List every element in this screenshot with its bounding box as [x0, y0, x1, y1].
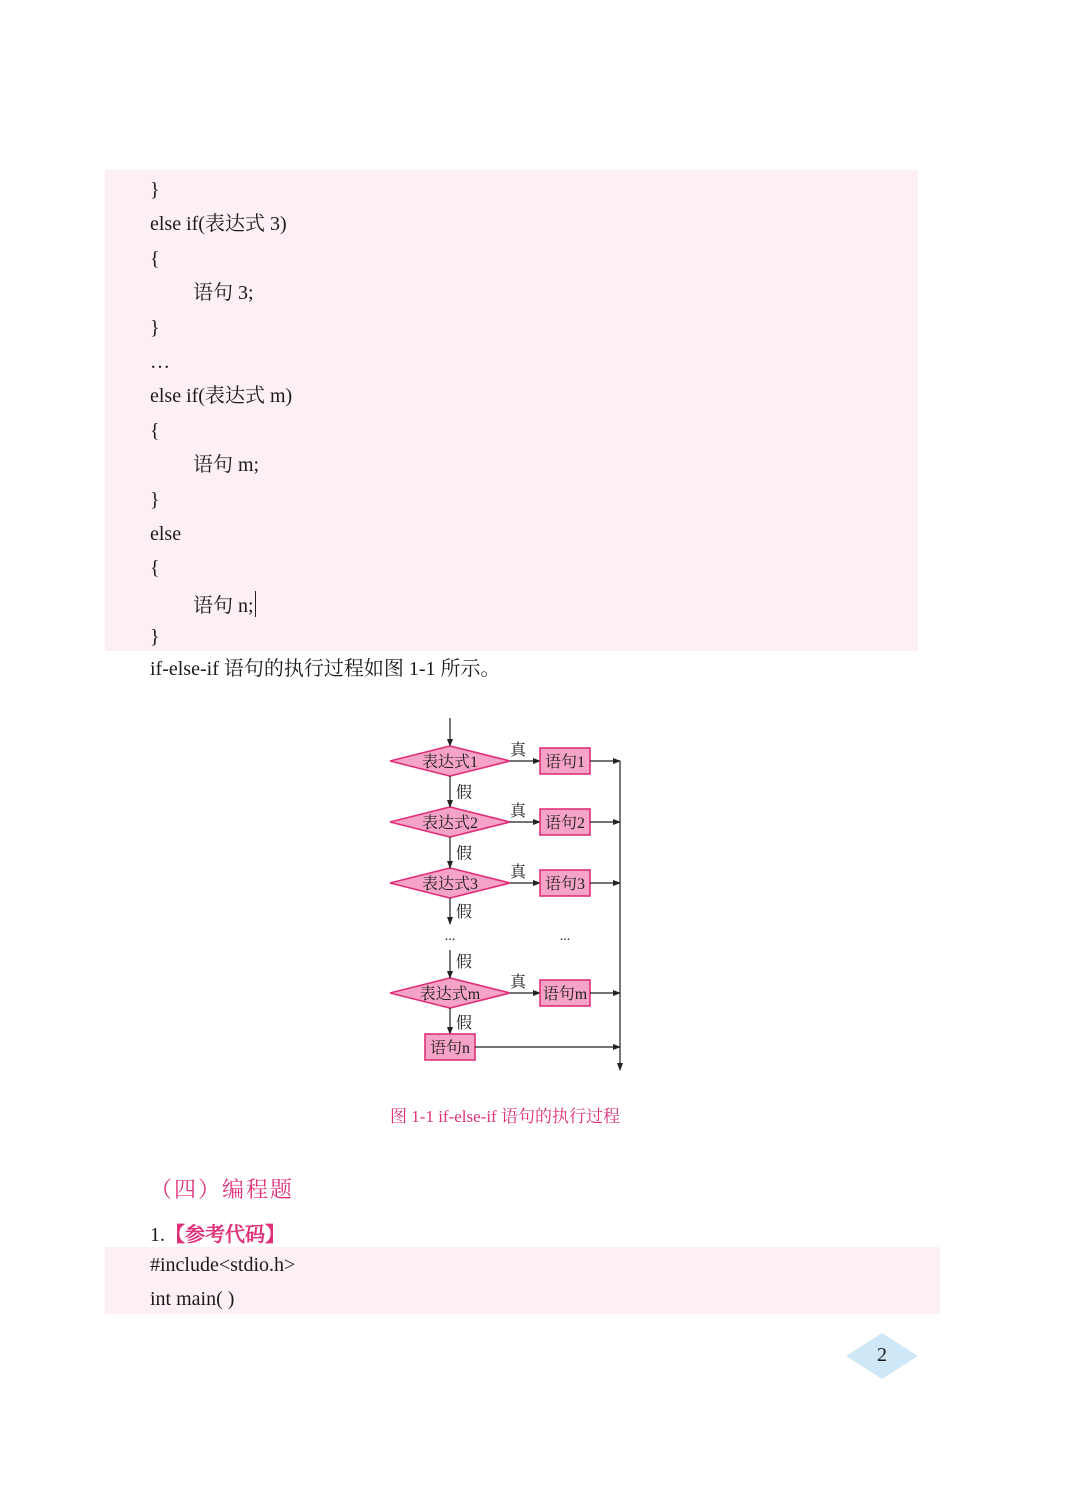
code-line-text: else if(表达式 m) — [150, 385, 293, 408]
code-line — [150, 212, 287, 236]
code-line — [193, 281, 254, 305]
condition-label: 表达式2 — [421, 815, 479, 832]
code-block-bottom — [105, 1247, 940, 1314]
condition-label: 表达式3 — [421, 876, 479, 893]
code-line-text: 语句 m; — [193, 454, 260, 477]
code-line-text: … — [150, 351, 170, 373]
code-line — [150, 350, 170, 374]
code-line-text: 语句 n; — [193, 594, 254, 617]
page-number: 2 — [877, 1344, 887, 1366]
flowchart-diagram — [380, 712, 640, 1077]
code-line — [193, 453, 259, 477]
ellipsis-right: ... — [559, 929, 571, 944]
code-line-text: else — [150, 523, 182, 545]
code-line-text: { — [150, 247, 160, 270]
true-label: 真 — [509, 742, 527, 759]
item-title: 【参考代码】 — [165, 1224, 285, 1246]
true-label: 真 — [509, 864, 527, 881]
false-label: 假 — [456, 845, 473, 863]
code-line — [150, 522, 181, 546]
code-line-text: } — [150, 316, 160, 339]
figure-caption: 图 1-1 if-else-if 语句的执行过程 — [390, 1107, 620, 1126]
statement-label: 语句m — [542, 986, 588, 1003]
true-label: 真 — [509, 803, 527, 820]
code-line — [150, 556, 160, 580]
code-block-top — [105, 170, 918, 651]
code-line — [150, 384, 292, 408]
code-line: int main( ) — [150, 1288, 235, 1310]
code-line — [150, 178, 160, 202]
false-label: 假 — [456, 954, 473, 971]
code-line-text: } — [150, 626, 160, 649]
code-line-text: else if(表达式 3) — [150, 213, 287, 236]
item-number: 1. — [150, 1224, 165, 1246]
code-line-text: } — [150, 179, 160, 201]
true-label: 真 — [509, 974, 527, 991]
code-line-text: 语句 3; — [193, 282, 254, 305]
code-line — [193, 591, 256, 618]
text-caret — [255, 591, 256, 617]
code-line — [150, 625, 160, 649]
code-line-text: { — [150, 419, 160, 442]
condition-label: 表达式m — [419, 986, 481, 1003]
code-line — [150, 488, 160, 512]
code-line-text: { — [150, 557, 160, 580]
section-heading: （四）编程题 — [150, 1177, 295, 1202]
statement-label: 语句2 — [544, 815, 586, 832]
code-line: #include<stdio.h> — [150, 1254, 296, 1276]
code-line — [150, 419, 160, 443]
code-line-text: } — [150, 488, 160, 511]
condition-label: 表达式1 — [421, 754, 479, 771]
statement-label: 语句3 — [544, 876, 586, 893]
false-label: 假 — [456, 784, 473, 802]
code-line — [150, 247, 160, 271]
ellipsis-left: ... — [444, 929, 456, 944]
item-label — [150, 1218, 285, 1247]
statement-label: 语句1 — [544, 754, 586, 771]
code-line — [150, 316, 160, 340]
false-label: 假 — [456, 904, 473, 921]
intro-paragraph: if-else-if 语句的执行过程如图 1-1 所示。 — [150, 658, 501, 680]
false-label: 假 — [456, 1015, 473, 1032]
else-statement-label: 语句n — [429, 1040, 471, 1057]
